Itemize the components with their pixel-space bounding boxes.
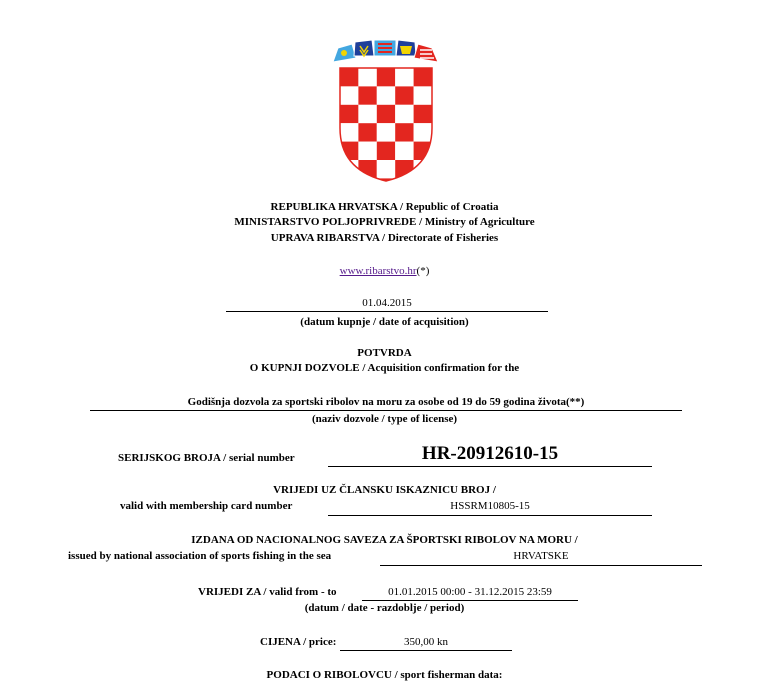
checker-square [358, 86, 376, 104]
checker-square [395, 68, 413, 86]
website-note: (*) [416, 265, 430, 277]
checker-square [358, 105, 376, 123]
checker-square [340, 86, 358, 104]
membership-line [328, 515, 652, 516]
license-name: Godišnja dozvola za sportski ribolov na moru za osobe od 19 do 59 godina života(**) [187, 396, 585, 408]
serial-value: HR-20912610-15 [421, 443, 559, 464]
checker-square [395, 142, 413, 160]
serial-line [328, 466, 652, 467]
purchase-date-caption: (datum kupnje / date of acquisition) [300, 316, 469, 328]
fisherman-heading: PODACI O RIBOLOVCU / sport fisherman data: [266, 669, 503, 681]
checker-square [414, 178, 432, 184]
validity-line [362, 600, 578, 601]
checker-square [414, 123, 432, 141]
checker-square [358, 68, 376, 86]
checker-square [358, 160, 376, 178]
header-line-2: MINISTARSTVO POLJOPRIVREDE / Ministry of Agriculture [234, 216, 535, 228]
purchase-date: 01.04.2015 [362, 297, 412, 309]
checker-square [358, 142, 376, 160]
website-link[interactable]: www.ribarstvo.hr [339, 265, 417, 277]
checker-square [340, 178, 358, 184]
association-label-2: issued by national association of sports fishing in the sea [68, 550, 332, 562]
serial-label: SERIJSKOG BROJA / serial number [118, 452, 295, 464]
checker-square [395, 160, 413, 178]
checker-square [377, 105, 395, 123]
checker-square [414, 105, 432, 123]
checker-square [395, 86, 413, 104]
checker-square [395, 123, 413, 141]
checker-square [340, 105, 358, 123]
website-line [0, 265, 769, 278]
checker-square [358, 178, 376, 184]
validity-caption: (datum / date - razdoblje / period) [304, 602, 465, 614]
header-line-3: UPRAVA RIBARSTVA / Directorate of Fisheries [270, 232, 499, 244]
membership-label-1: VRIJEDI UZ ČLANSKU ISKAZNICU BROJ / [273, 484, 496, 496]
checker-square [414, 68, 432, 86]
confirmation-title: POTVRDA [357, 347, 412, 359]
price-label: CIJENA / price: [260, 636, 337, 648]
price-line [340, 650, 512, 651]
checker-square [414, 160, 432, 178]
checker-square [358, 123, 376, 141]
confirmation-subtitle: O KUPNJI DOZVOLE / Acquisition confirmation for the [249, 362, 520, 374]
purchase-date-line [226, 311, 548, 312]
checker-square [377, 68, 395, 86]
association-value: HRVATSKE [513, 550, 569, 562]
checker-square [377, 86, 395, 104]
membership-value: HSSRM10805-15 [450, 500, 530, 512]
checker-square [377, 123, 395, 141]
membership-label-2: valid with membership card number [120, 500, 293, 512]
association-label-1: IZDANA OD NACIONALNOG SAVEZA ZA ŠPORTSKI RIBOLOV NA MORU / [191, 534, 578, 546]
validity-value: 01.01.2015 00:00 - 31.12.2015 23:59 [388, 586, 552, 598]
checker-square [340, 160, 358, 178]
coat-of-arms [330, 38, 442, 184]
validity-label: VRIJEDI ZA / valid from - to [198, 586, 337, 598]
checker-square [395, 105, 413, 123]
association-line [380, 565, 702, 566]
license-caption: (naziv dozvole / type of license) [311, 413, 458, 425]
checker-square [340, 123, 358, 141]
license-line [90, 410, 682, 411]
price-value: 350,00 kn [404, 636, 448, 648]
checker-square [377, 142, 395, 160]
checker-square [340, 68, 358, 86]
header-line-1: REPUBLIKA HRVATSKA / Republic of Croatia [270, 201, 499, 213]
checker-square [414, 86, 432, 104]
checker-square [395, 178, 413, 184]
checker-square [377, 160, 395, 178]
